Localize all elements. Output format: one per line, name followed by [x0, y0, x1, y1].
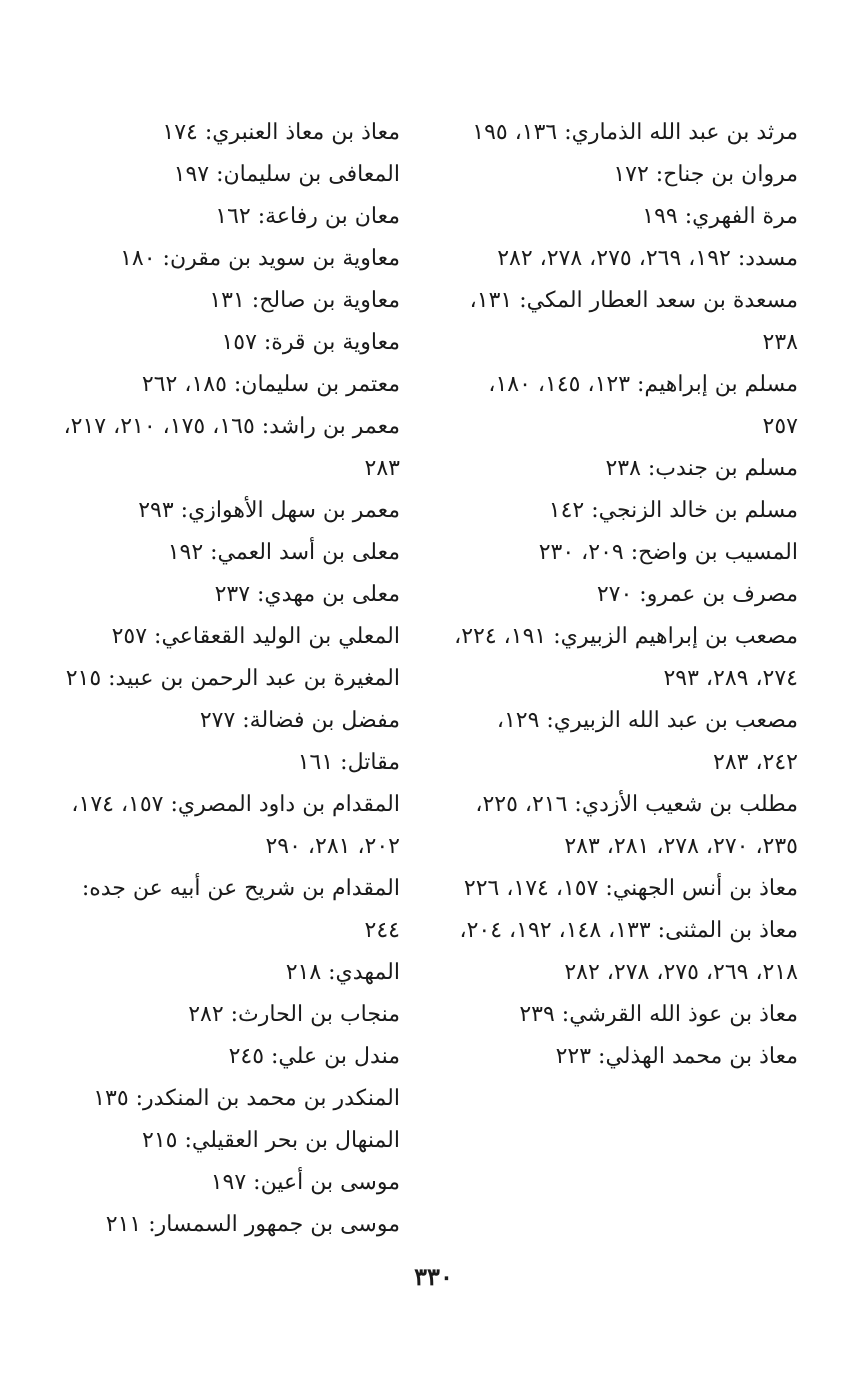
index-entry: مرثد بن عبد الله الذماري: ١٣٦، ١٩٥ — [472, 120, 798, 145]
index-entry: معاذ بن محمد الهذلي: ٢٢٣ — [555, 1044, 798, 1069]
index-entry: مصعب بن عبد الله الزبيري: ١٢٩، ٢٤٢، ٢٨٣ — [496, 708, 798, 775]
index-entry: معاوية بن قرة: ١٥٧ — [221, 330, 400, 355]
index-entry: معاوية بن صالح: ١٣١ — [209, 288, 400, 313]
page-number: ٣٣٠ — [414, 1262, 453, 1291]
index-entry: معاذ بن المثنى: ١٣٣، ١٤٨، ١٩٢، ٢٠٤، ٢١٨، ٢٦٩، ٢٧٥، ٢٧٨، ٢٨٢ — [459, 918, 798, 985]
index-entry: مفضل بن فضالة: ٢٧٧ — [199, 708, 400, 733]
index-entry: معمر بن راشد: ١٦٥، ١٧٥، ٢١٠، ٢١٧، ٢٨٣ — [63, 414, 400, 481]
index-entry: مصعب بن إبراهيم الزبيري: ١٩١، ٢٢٤، ٢٧٤، ٢٨٩، ٢٩٣ — [454, 624, 798, 691]
index-entry: مسلم بن جندب: ٢٣٨ — [605, 456, 798, 481]
index-entry: معمر بن سهل الأهوازي: ٢٩٣ — [138, 498, 400, 523]
index-entry: موسى بن جمهور السمسار: ٢١١ — [105, 1212, 400, 1237]
index-entry: معاذ بن معاذ العنبري: ١٧٤ — [162, 120, 400, 145]
index-entry: منجاب بن الحارث: ٢٨٢ — [188, 1002, 400, 1027]
index-entry: معاذ بن عوذ الله القرشي: ٢٣٩ — [519, 1002, 798, 1027]
index-column-left — [48, 112, 400, 1246]
index-entry: المغيرة بن عبد الرحمن بن عبيد: ٢١٥ — [65, 666, 400, 691]
index-entry: المهدي: ٢١٨ — [285, 960, 400, 985]
index-entry: مندل بن علي: ٢٤٥ — [228, 1044, 400, 1069]
index-entry: المنكدر بن محمد بن المنكدر: ١٣٥ — [93, 1086, 400, 1111]
index-entry: مسلم بن إبراهيم: ١٢٣، ١٤٥، ١٨٠، ٢٥٧ — [488, 372, 798, 439]
index-entry: المعلي بن الوليد القعقاعي: ٢٥٧ — [111, 624, 400, 649]
index-entry: المسيب بن واضح: ٢٠٩، ٢٣٠ — [538, 540, 798, 565]
index-entry: مقاتل: ١٦١ — [297, 750, 400, 775]
index-entry: المنهال بن بحر العقيلي: ٢١٥ — [142, 1128, 400, 1153]
index-entry: معلى بن مهدي: ٢٣٧ — [214, 582, 400, 607]
index-column-right — [448, 112, 798, 1078]
index-entry: معلى بن أسد العمي: ١٩٢ — [167, 540, 400, 565]
index-entry: مطلب بن شعيب الأزدي: ٢١٦، ٢٢٥، ٢٣٥، ٢٧٠، ٢٧٨، ٢٨١، ٢٨٣ — [475, 792, 798, 859]
index-entry: المقدام بن شريح عن أبيه عن جده: ٢٤٤ — [81, 876, 400, 943]
index-entry: مرة الفهري: ١٩٩ — [642, 204, 798, 229]
index-entry: مسعدة بن سعد العطار المكي: ١٣١، ٢٣٨ — [469, 288, 798, 355]
index-entry: المعافى بن سليمان: ١٩٧ — [173, 162, 400, 187]
index-entry: المقدام بن داود المصري: ١٥٧، ١٧٤، ٢٠٢، ٢٨١، ٢٩٠ — [71, 792, 400, 859]
index-entry: معاوية بن سويد بن مقرن: ١٨٠ — [120, 246, 400, 271]
index-entry: مروان بن جناح: ١٧٢ — [613, 162, 798, 187]
index-entry: معتمر بن سليمان: ١٨٥، ٢٦٢ — [141, 372, 400, 397]
index-entry: مصرف بن عمرو: ٢٧٠ — [596, 582, 798, 607]
index-entry: معان بن رفاعة: ١٦٢ — [215, 204, 400, 229]
index-entry: معاذ بن أنس الجهني: ١٥٧، ١٧٤، ٢٢٦ — [463, 876, 798, 901]
index-entry: موسى بن أعين: ١٩٧ — [210, 1170, 400, 1195]
index-entry: مسلم بن خالد الزنجي: ١٤٢ — [548, 498, 798, 523]
index-entry: مسدد: ١٩٢، ٢٦٩، ٢٧٥، ٢٧٨، ٢٨٢ — [497, 246, 798, 271]
